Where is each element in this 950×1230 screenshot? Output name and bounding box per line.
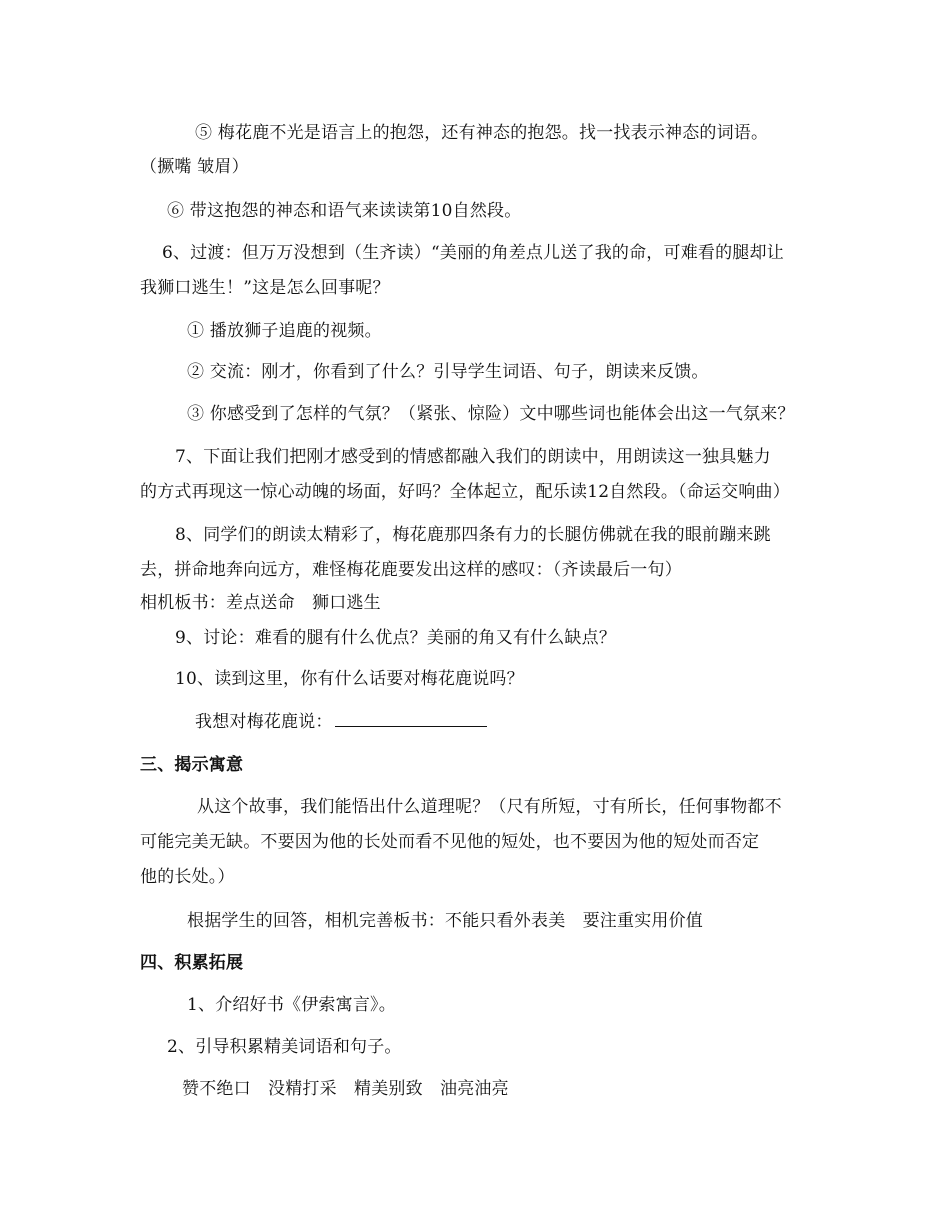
item-8-line-2: 去，拼命地奔向远方，难怪梅花鹿要发出这样的感叹：（齐读最后一句） <box>140 560 682 580</box>
item-6-line-1: 6、过渡：但万万没想到（生齐读）“美丽的角差点儿送了我的命，可难看的腿却让 <box>162 243 784 263</box>
sub-step-3: ③ 你感受到了怎样的气氛？（紧张、惊险）文中哪些词也能体会出这一气氛来？ <box>187 404 795 424</box>
section-3-para-line-2: 可能完美无缺。不要因为他的长处而看不见他的短处，也不要因为他的短处而否定 <box>140 832 760 852</box>
section-3-para-line-1: 从这个故事，我们能悟出什么道理呢？（尺有所短，寸有所长，任何事物都不 <box>197 797 782 817</box>
item-6-line-2: 我狮口逃生！”这是怎么回事呢？ <box>140 278 390 298</box>
fill-in-prompt: 我想对梅花鹿说： <box>195 712 333 732</box>
step-5-answer: （撅嘴 皱眉） <box>140 157 249 177</box>
section-4-item-1: 1、介绍好书《伊索寓言》。 <box>187 995 396 1015</box>
item-9-line: 9、讨论：难看的腿有什么优点？美丽的角又有什么缺点？ <box>175 628 617 648</box>
blackboard-note-2: 根据学生的回答，相机完善板书：不能只看外表美 要注重实用价值 <box>187 911 703 931</box>
section-4-item-2: 2、引导积累精美词语和句子。 <box>167 1037 402 1057</box>
sub-step-1: ① 播放狮子追鹿的视频。 <box>187 321 382 341</box>
sub-step-2: ② 交流：刚才，你看到了什么？引导学生词语、句子，朗读来反馈。 <box>187 362 709 382</box>
section-3-heading: 三、揭示寓意 <box>140 755 244 775</box>
blackboard-note-1: 相机板书：差点送命 狮口逃生 <box>140 593 381 613</box>
item-8-line-1: 8、同学们的朗读太精彩了，梅花鹿那四条有力的长腿仿佛就在我的眼前蹦来跳 <box>175 525 771 545</box>
item-7-line-1: 7、下面让我们把刚才感受到的情感都融入我们的朗读中，用朗读这一独具魅力 <box>175 447 771 467</box>
item-7-line-2: 的方式再现这一惊心动魄的场面，好吗？全体起立，配乐读12自然段。（命运交响曲） <box>140 482 790 502</box>
section-4-heading: 四、积累拓展 <box>140 953 244 973</box>
vocabulary-line: 赞不绝口 没精打采 精美别致 油亮油亮 <box>182 1079 509 1099</box>
item-10-line: 10、读到这里，你有什么话要对梅花鹿说吗？ <box>175 669 524 689</box>
step-5-line: ⑤ 梅花鹿不光是语言上的抱怨，还有神态的抱怨。找一找表示神态的词语。 <box>195 123 769 143</box>
fill-in-line <box>195 710 487 733</box>
section-3-para-line-3: 他的长处。） <box>140 867 235 887</box>
answer-blank <box>335 710 487 727</box>
step-6-line: ⑥ 带这抱怨的神态和语气来读读第10自然段。 <box>167 201 522 221</box>
